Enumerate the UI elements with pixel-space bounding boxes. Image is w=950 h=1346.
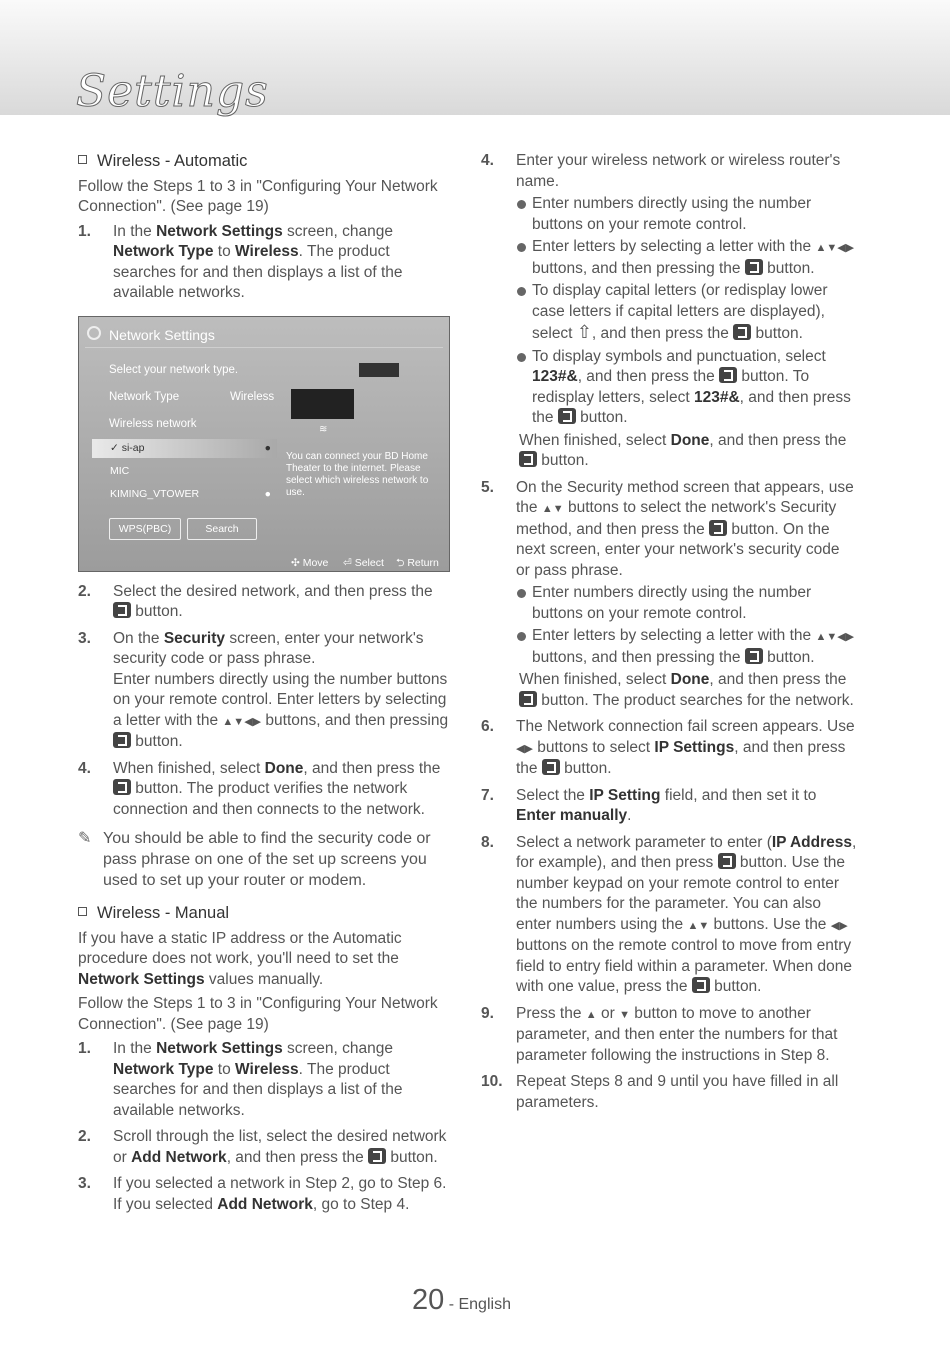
enter-button-icon bbox=[519, 451, 537, 467]
enter-button-icon bbox=[113, 732, 131, 748]
move-hint: ✣ Move bbox=[291, 556, 329, 569]
arrow-keys-icon: ▲▼◀▶ bbox=[815, 242, 855, 254]
wireless-network-label: Wireless network bbox=[109, 417, 197, 430]
step-item: 10. Repeat Steps 8 and 9 until you have filled in all parameters. bbox=[481, 1073, 839, 1111]
page-footer bbox=[412, 1284, 511, 1317]
checkbox-bullet-icon bbox=[78, 907, 87, 916]
up-arrow-icon: ▲ bbox=[585, 1008, 597, 1021]
arrow-keys-icon: ▲▼ bbox=[541, 503, 564, 515]
step-item: 5. On the Security method screen that appears, use the ▲▼ buttons to select the network's Security method, and then press the button. On the next screen, enter your network's security code or pass phrase. Enter numbers directly using the number buttons on your remote control. Enter letters by selecting a letter with the ▲▼◀▶ buttons, and then pressing the button. When finished, select Done, and then press the button. The product searches for the network. bbox=[481, 478, 857, 712]
step-item: 2. Select the desired network, and then press the button. bbox=[78, 582, 433, 620]
wireless-router-icon bbox=[359, 363, 399, 377]
arrow-keys-icon: ▲▼ bbox=[687, 919, 710, 932]
finish-text: When finished, select Done, and then press the button. bbox=[519, 431, 847, 469]
bullet-item: To display symbols and punctuation, select 123#&, and then press the button. To redisplay letters, select 123#&, and then press the button. bbox=[516, 347, 857, 429]
panel-info-text: You can connect your BD Home Theater to the internet. Please select which wireless network to use. bbox=[286, 450, 429, 498]
step-item: 7. Select the IP Setting field, and then set it to Enter manually. bbox=[481, 786, 817, 824]
language-label: - English bbox=[444, 1296, 511, 1313]
chevron-right-icon: ● bbox=[264, 441, 271, 454]
enter-button-icon bbox=[113, 779, 131, 795]
down-arrow-icon: ▼ bbox=[619, 1008, 630, 1021]
step-item: 9. Press the ▲ or ▼ button to move to another parameter, and then enter the numbers for that parameter following the instructions in Step 8. bbox=[481, 1004, 838, 1064]
intro-text: Follow the Steps 1 to 3 in "Configuring Your Network Connection". (See page 19) bbox=[78, 177, 438, 215]
checkbox-bullet-icon bbox=[78, 155, 87, 164]
enter-button-icon bbox=[368, 1148, 386, 1164]
step-item: 8. Select a network parameter to enter (IP Address, for example), and then press button. Use the number keypad on your remote control to enter the numbers for the parameter. You can also enter numbers using the ▲▼ buttons. Use the ◀▶ buttons on the remote control to move from entry field to entry field within a parameter. When done with one value, press the button. bbox=[481, 833, 857, 995]
enter-button-icon bbox=[733, 324, 751, 340]
step-item: 6. The Network connection fail screen appears. Use ◀▶ buttons to select IP Settings, and then press the button. bbox=[481, 718, 855, 777]
bullet-item: Enter letters by selecting a letter with the ▲▼◀▶ buttons, and then pressing the button. bbox=[516, 237, 857, 279]
page-number: 20 bbox=[412, 1284, 445, 1316]
wps-pbc-button[interactable]: WPS(PBC) bbox=[109, 518, 181, 540]
enter-button-icon bbox=[519, 691, 537, 707]
bullet-item: Enter numbers directly using the number buttons on your remote control. bbox=[516, 583, 857, 624]
panel-title: Network Settings bbox=[109, 326, 215, 343]
chevron-right-icon: ● bbox=[264, 487, 271, 500]
enter-button-icon bbox=[113, 602, 131, 618]
network-settings-screenshot bbox=[78, 316, 450, 572]
intro-text: Follow the Steps 1 to 3 in "Configuring Your Network Connection". (See page 19) bbox=[78, 995, 438, 1033]
network-gear-icon bbox=[87, 326, 101, 340]
enter-button-icon bbox=[718, 853, 736, 869]
step-item: 4. Enter your wireless network or wireless router's name. Enter numbers directly using the number buttons on your remote control. Enter letters by selecting a letter with the ▲▼◀▶ buttons, and then pressing the button. To display capital letters (or redisplay lower case letters if capital letters are displayed), select ⇧, and then press the button. To display symbols and punctuation, select 123#&, and then press the button. To redisplay letters, select 123#&, and then press the button. When finished, select Done, and then press the button. bbox=[481, 151, 857, 472]
select-hint: ⏎ Select bbox=[343, 556, 384, 569]
enter-button-icon bbox=[558, 408, 576, 424]
arrow-keys-icon: ◀▶ bbox=[830, 919, 848, 932]
arrow-keys-icon: ▲▼◀▶ bbox=[222, 715, 262, 728]
note: ✎ You should be able to find the security code or pass phrase on one of the set up screens you used to set up your router or modem. bbox=[78, 830, 431, 889]
shift-arrow-icon: ⇧ bbox=[576, 322, 592, 342]
right-column bbox=[481, 151, 857, 1119]
pencil-note-icon: ✎ bbox=[78, 830, 92, 847]
arrow-keys-icon: ▲▼◀▶ bbox=[815, 631, 855, 643]
step-item: 4. When finished, select Done, and then press the button. The product verifies the network connection and then connects to the network. bbox=[78, 759, 441, 818]
search-button[interactable]: Search bbox=[187, 518, 257, 540]
network-row-mic[interactable]: MIC bbox=[110, 464, 130, 477]
enter-button-icon bbox=[542, 759, 560, 775]
step-item: 3. On the Security screen, enter your network's security code or pass phrase. Enter numbers directly using the number buttons on your remote control. Enter letters by selecting a letter with the ▲▼◀▶ buttons, and then pressing button. bbox=[78, 629, 449, 750]
enter-button-icon bbox=[745, 648, 763, 664]
panel-prompt: Select your network type. bbox=[109, 363, 239, 376]
network-type-value[interactable]: Wireless bbox=[230, 390, 275, 403]
return-hint: ⮌ Return bbox=[396, 556, 439, 569]
enter-button-icon bbox=[719, 367, 737, 383]
arrow-keys-icon: ◀▶ bbox=[516, 742, 533, 755]
step-item: 3. If you selected a network in Step 2, go to Step 6. If you selected Add Network, go to Step 4. bbox=[78, 1175, 447, 1213]
section-heading-automatic: Wireless - Automatic bbox=[78, 151, 450, 172]
network-row-si-ap[interactable]: ✓ si-ap ● bbox=[92, 439, 277, 458]
enter-button-icon bbox=[692, 977, 710, 993]
home-theater-icon bbox=[291, 389, 354, 419]
enter-button-icon bbox=[709, 520, 727, 536]
bullet-item: To display capital letters (or redisplay lower case letters if capital letters are displayed), select ⇧, and then press the button. bbox=[516, 281, 857, 345]
finish-text: When finished, select Done, and then press the button. The product searches for the network. bbox=[519, 671, 854, 709]
bullet-item: Enter numbers directly using the number buttons on your remote control. bbox=[516, 194, 857, 235]
section-heading-manual: Wireless - Manual bbox=[78, 903, 450, 924]
step-item: 1. In the Network Settings screen, change Network Type to Wireless. The product searches for and then displays a list of the available networks. bbox=[78, 1040, 403, 1119]
wifi-signal-icon: ≋ bbox=[319, 423, 328, 435]
network-row-kiming[interactable]: KIMING_VTOWER ● bbox=[92, 485, 277, 504]
enter-button-icon bbox=[745, 259, 763, 275]
step-item: 1. In the Network Settings screen, change Network Type to Wireless. The product searches for and then displays a list of the available networks. bbox=[78, 222, 403, 301]
left-column bbox=[78, 151, 450, 1221]
intro-text: If you have a static IP address or the Automatic procedure does not work, you'll need to set the Network Settings values manually. bbox=[78, 929, 402, 988]
step-item: 2. Scroll through the list, select the desired network or Add Network, and then press the button. bbox=[78, 1128, 447, 1166]
bullet-item: Enter letters by selecting a letter with the ▲▼◀▶ buttons, and then pressing the button. bbox=[516, 626, 857, 668]
network-type-label: Network Type bbox=[109, 390, 180, 403]
page-title: Settings bbox=[76, 66, 269, 117]
